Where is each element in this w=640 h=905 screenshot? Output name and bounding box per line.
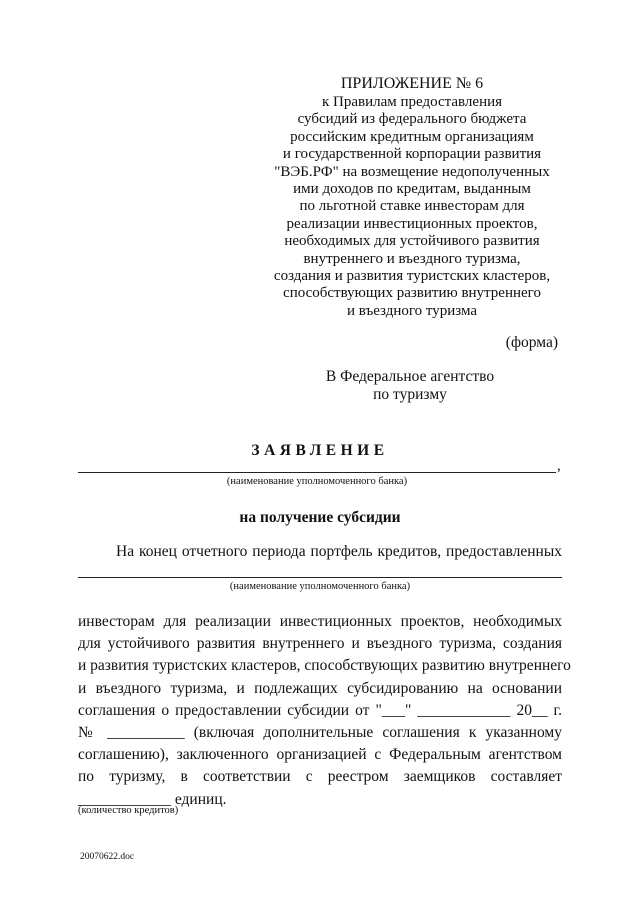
body-line: ____________ единиц. [78, 790, 227, 808]
appendix-line: способствующих развитию внутреннего [283, 285, 541, 302]
body-line: инвесторам для реализации инвестиционных проектов, необходимых [78, 613, 562, 630]
body-paragraph [78, 611, 571, 811]
appendix-line: "ВЭБ.РФ" на возмещение недополученных [274, 163, 550, 180]
document-subtitle: на получение субсидии [239, 509, 401, 526]
body-line: по туризму, в соответствии с реестром заемщиков составляет [78, 768, 562, 786]
appendix-line: ими доходов по кредитам, выданным [293, 181, 531, 198]
body-line: соглашению), заключенного организацией с Федеральным агентством [78, 746, 562, 764]
addressee-line-2: по туризму [373, 386, 447, 403]
appendix-line: и государственной корпорации развития [282, 146, 542, 163]
appendix-line: внутреннего и въездного туризма, [303, 250, 521, 267]
appendix-line: необходимых для устойчивого развития [284, 233, 540, 250]
document-title: ЗАЯВЛЕНИЕ [251, 442, 389, 459]
count-caption: (количество кредитов) [78, 805, 179, 816]
appendix-line: к Правилам предоставления [321, 94, 503, 110]
bank-name-caption: (наименование уполномоченного банка) [226, 476, 408, 487]
bank-name-blank-line [78, 472, 556, 473]
form-label: (форма) [505, 334, 558, 351]
footer-file-code: 20070622.doc [80, 852, 135, 862]
bank-line-comma: , [557, 458, 561, 474]
bank-name-blank-line [78, 577, 562, 578]
body-line: для устойчивого развития внутреннего и въездного туризма, создания [78, 635, 562, 653]
appendix-line: создания и развития туристских кластеров, [273, 268, 551, 285]
body-line: и развития туристских кластеров, способствующих развитию внутреннего [78, 657, 571, 675]
appendix-line: и въездного туризма [346, 302, 478, 319]
addressee-line-1: В Федеральное агентство [325, 368, 495, 385]
appendix-line: по льготной ставке инвесторам для [299, 198, 525, 215]
appendix-line: реализации инвестиционных проектов, [286, 215, 538, 232]
body-line: соглашения о предоставлении субсидии от "___" ____________ 20__ г. [78, 701, 562, 719]
bank-name-caption: (наименование уполномоченного банка) [229, 581, 411, 592]
appendix-line: субсидий из федерального бюджета [297, 111, 527, 128]
body-line: и въездного туризма, и подлежащих субсидированию на основании [78, 679, 562, 697]
appendix-title: ПРИЛОЖЕНИЕ № 6 [340, 75, 484, 92]
appendix-header [262, 74, 562, 320]
body-line: № __________ (включая дополнительные соглашения к указанному [78, 724, 562, 742]
lead-paragraph: На конец отчетного периода портфель кредитов, предоставленных [116, 543, 562, 560]
appendix-line: российским кредитным организациям [290, 128, 534, 145]
addressee [300, 368, 520, 404]
